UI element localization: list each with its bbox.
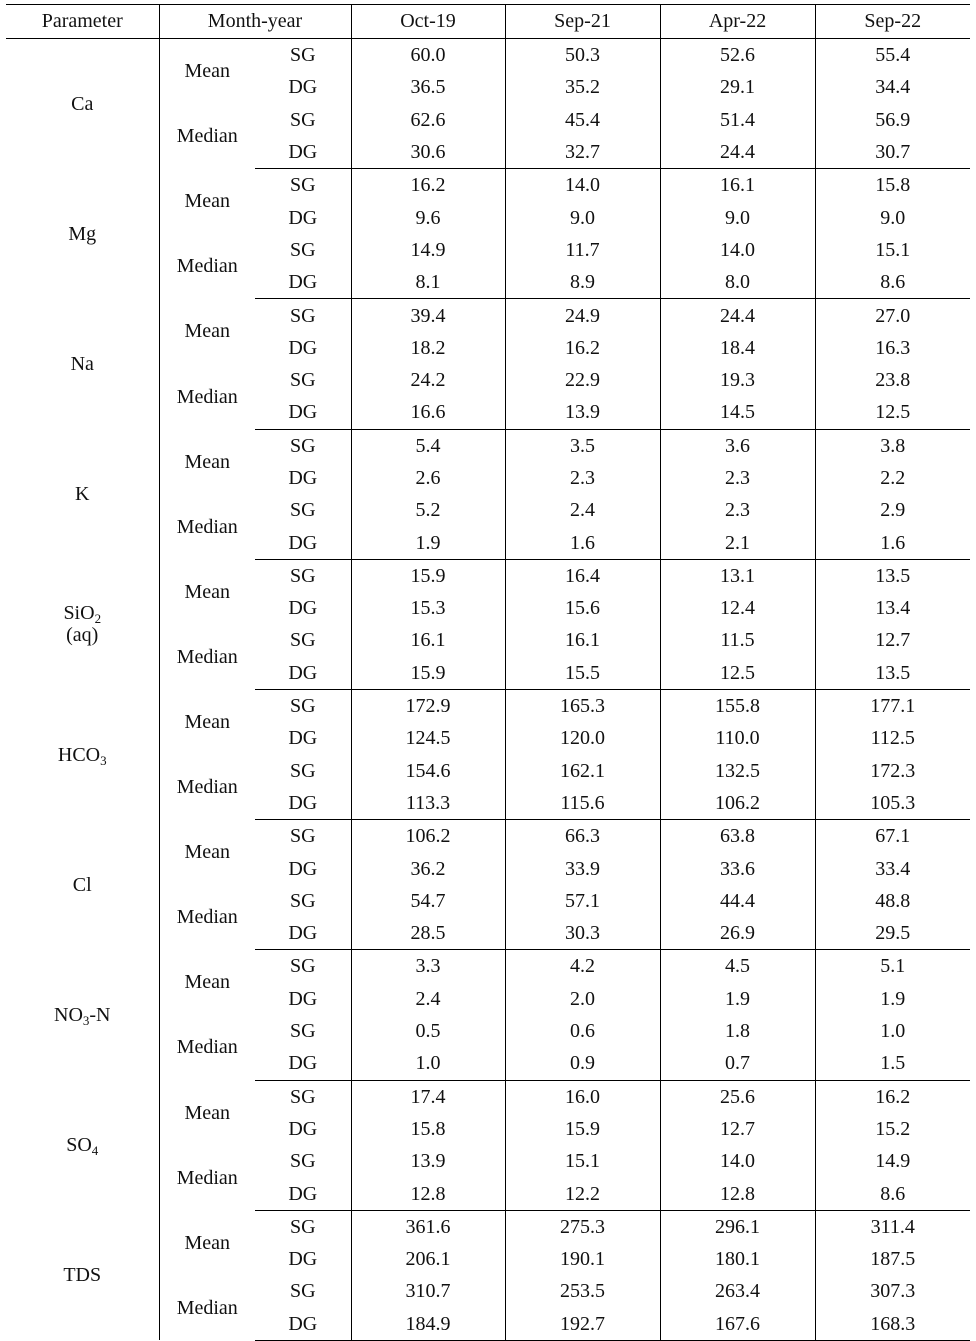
value-cell: 25.6 (660, 1080, 815, 1113)
value-cell: 15.1 (505, 1145, 660, 1177)
value-cell: 154.6 (351, 755, 505, 787)
value-cell: 1.5 (815, 1047, 970, 1080)
group-type-label: DG (255, 332, 351, 364)
value-cell: 9.6 (351, 201, 505, 233)
group-type-label: SG (255, 1275, 351, 1307)
parameter-subscript: 2 (94, 611, 102, 627)
parameter-cell (6, 39, 159, 169)
value-cell: 57.1 (505, 885, 660, 917)
group-type-label: DG (255, 71, 351, 103)
parameter-cell (6, 429, 159, 559)
statistic-label: Mean (184, 1231, 231, 1254)
value-cell: 1.9 (880, 987, 906, 1010)
value-cell: 29.1 (660, 71, 815, 103)
value-cell: 14.0 (505, 169, 660, 202)
value-cell: 14.9 (351, 234, 505, 266)
statistic-label: Median (176, 645, 238, 668)
parameter-name: Cl (72, 873, 92, 896)
value-cell: 113.3 (351, 787, 505, 820)
value-cell: 192.7 (505, 1308, 660, 1341)
value-cell: 27.0 (875, 304, 911, 327)
value-cell: 12.8 (660, 1177, 815, 1210)
value-cell: 3.8 (880, 434, 906, 457)
group-type-label: SG (255, 624, 351, 656)
group-type-label: SG (255, 1145, 351, 1177)
value-cell: 18.2 (351, 332, 505, 364)
statistic-label: Median (176, 1296, 238, 1319)
group-type-label: DG (255, 917, 351, 950)
group-type-label: DG (255, 1308, 351, 1341)
value-cell: 155.8 (660, 689, 815, 722)
parameter-name: Na (70, 352, 94, 375)
value-cell: 33.6 (660, 852, 815, 884)
value-cell: 1.0 (880, 1020, 906, 1043)
value-cell: 50.3 (505, 39, 660, 72)
group-type-label: DG (255, 1047, 351, 1080)
value-cell: 33.4 (875, 857, 911, 880)
parameter-name: SiO (63, 602, 95, 625)
parameter-subscript: 3 (82, 1012, 90, 1028)
value-cell: 187.5 (870, 1248, 916, 1271)
value-cell: 14.9 (875, 1150, 911, 1173)
value-cell: 15.9 (351, 559, 505, 592)
group-type-label: SG (255, 1015, 351, 1047)
value-cell: 28.5 (351, 917, 505, 950)
value-cell: 18.4 (660, 332, 815, 364)
value-cell: 60.0 (351, 39, 505, 72)
header-col-4: Sep-22 (815, 5, 970, 39)
group-type-label: DG (255, 526, 351, 559)
value-cell: 2.1 (660, 526, 815, 559)
value-cell: 14.0 (660, 1145, 815, 1177)
value-cell: 16.4 (505, 559, 660, 592)
group-type-label: SG (255, 299, 351, 332)
header-col-3: Apr-22 (660, 5, 815, 39)
value-cell: 13.1 (660, 559, 815, 592)
group-type-label: SG (255, 494, 351, 526)
value-cell: 310.7 (351, 1275, 505, 1307)
value-cell: 12.5 (660, 657, 815, 690)
value-cell: 2.3 (505, 462, 660, 494)
statistic-label: Median (176, 776, 238, 799)
value-cell: 16.1 (351, 624, 505, 656)
value-cell: 54.7 (351, 885, 505, 917)
statistic-label: Mean (184, 190, 231, 213)
statistic-label: Mean (184, 710, 231, 733)
group-type-label: DG (255, 592, 351, 624)
value-cell: 48.8 (875, 889, 911, 912)
value-cell: 1.6 (505, 526, 660, 559)
value-cell: 66.3 (505, 820, 660, 853)
value-cell: 3.6 (660, 429, 815, 462)
statistic-label: Mean (184, 841, 231, 864)
group-type-label: DG (255, 136, 351, 169)
parameter-cell (6, 299, 159, 429)
group-type-label: DG (255, 201, 351, 233)
value-cell: 167.6 (660, 1308, 815, 1341)
group-type-label: DG (255, 722, 351, 754)
value-cell: 9.0 (505, 201, 660, 233)
value-cell: 0.9 (505, 1047, 660, 1080)
group-type-label: SG (255, 559, 351, 592)
value-cell: 112.5 (870, 727, 915, 750)
value-cell: 115.6 (505, 787, 660, 820)
value-cell: 162.1 (505, 755, 660, 787)
value-cell: 14.0 (660, 234, 815, 266)
value-cell: 36.5 (351, 71, 505, 103)
header-parameter: Parameter (6, 5, 159, 39)
value-cell: 190.1 (505, 1243, 660, 1275)
statistic-label: Mean (184, 320, 231, 343)
value-cell: 307.3 (870, 1280, 916, 1303)
header-row (6, 5, 970, 39)
group-type-label: SG (255, 1080, 351, 1113)
parameter-qualifier: (aq) (66, 624, 99, 647)
value-cell: 2.3 (660, 462, 815, 494)
parameter-name: Ca (71, 92, 94, 115)
value-cell: 63.8 (660, 820, 815, 853)
value-cell: 35.2 (505, 71, 660, 103)
parameter-name: Mg (68, 222, 97, 245)
value-cell: 24.2 (351, 364, 505, 396)
value-cell: 1.9 (351, 526, 505, 559)
value-cell: 124.5 (351, 722, 505, 754)
value-cell: 13.9 (351, 1145, 505, 1177)
statistic-label: Median (176, 1036, 238, 1059)
table-body (6, 39, 970, 1341)
value-cell: 15.1 (875, 238, 911, 261)
value-cell: 55.4 (875, 44, 911, 67)
value-cell: 23.8 (875, 369, 911, 392)
value-cell: 32.7 (505, 136, 660, 169)
value-cell: 168.3 (815, 1308, 970, 1341)
group-type-label: DG (255, 1177, 351, 1210)
value-cell: 120.0 (505, 722, 660, 754)
value-cell: 30.6 (351, 136, 505, 169)
value-cell: 12.2 (505, 1177, 660, 1210)
value-cell: 0.7 (660, 1047, 815, 1080)
value-cell: 311.4 (870, 1215, 915, 1238)
value-cell: 9.0 (880, 206, 906, 229)
value-cell: 8.1 (351, 266, 505, 299)
value-cell: 16.1 (505, 624, 660, 656)
value-cell: 16.2 (505, 332, 660, 364)
parameter-cell (6, 689, 159, 819)
group-type-label: SG (255, 429, 351, 462)
value-cell: 24.9 (505, 299, 660, 332)
statistic-label: Mean (184, 60, 231, 83)
parameter-name: SO (66, 1134, 92, 1157)
parameter-name: K (75, 483, 90, 506)
table-row (6, 559, 970, 592)
value-cell: 2.9 (880, 499, 906, 522)
value-cell: 30.3 (505, 917, 660, 950)
table-row (6, 950, 970, 983)
group-type-label: SG (255, 755, 351, 787)
value-cell: 26.9 (660, 917, 815, 950)
value-cell: 2.2 (880, 467, 906, 489)
value-cell: 4.2 (505, 950, 660, 983)
value-cell: 1.0 (351, 1047, 505, 1080)
value-cell: 11.7 (505, 234, 660, 266)
statistic-label: Median (176, 385, 238, 408)
value-cell: 296.1 (660, 1210, 815, 1243)
value-cell: 12.8 (351, 1177, 505, 1210)
group-type-label: DG (255, 657, 351, 690)
value-cell: 16.6 (351, 396, 505, 429)
header-col-2: Sep-21 (505, 5, 660, 39)
group-type-label: SG (255, 885, 351, 917)
table-row (6, 39, 970, 72)
group-type-label: SG (255, 689, 351, 722)
value-cell: 1.8 (660, 1015, 815, 1047)
table-row (6, 429, 970, 462)
value-cell: 8.9 (505, 266, 660, 299)
parameter-cell (6, 559, 159, 689)
value-cell: 5.1 (880, 955, 906, 978)
value-cell: 110.0 (660, 722, 815, 754)
group-type-label: SG (255, 1210, 351, 1243)
value-cell: 39.4 (351, 299, 505, 332)
value-cell: 12.7 (875, 629, 911, 652)
value-cell: 15.8 (351, 1113, 505, 1145)
group-type-label: SG (255, 950, 351, 983)
value-cell: 24.4 (660, 136, 815, 169)
value-cell: 105.3 (815, 787, 970, 820)
group-type-label: SG (255, 820, 351, 853)
table-row (6, 1080, 970, 1113)
group-type-label: DG (255, 266, 351, 299)
value-cell: 19.3 (660, 364, 815, 396)
value-cell: 34.4 (875, 76, 911, 99)
group-type-label: SG (255, 169, 351, 202)
value-cell: 15.6 (505, 592, 660, 624)
value-cell: 11.5 (660, 624, 815, 656)
value-cell: 106.2 (351, 820, 505, 853)
value-cell: 206.1 (351, 1243, 505, 1275)
value-cell: 1.9 (660, 983, 815, 1015)
parameter-cell (6, 950, 159, 1080)
value-cell: 184.9 (351, 1308, 505, 1341)
value-cell: 275.3 (505, 1210, 660, 1243)
parameter-cell (6, 820, 159, 950)
value-cell: 36.2 (351, 852, 505, 884)
value-cell: 0.5 (351, 1015, 505, 1047)
group-type-label: DG (255, 396, 351, 429)
value-cell: 361.6 (351, 1210, 505, 1243)
statistic-label: Mean (184, 580, 231, 603)
value-cell: 16.1 (660, 169, 815, 202)
value-cell: 52.6 (660, 39, 815, 72)
value-cell: 16.3 (875, 336, 911, 359)
value-cell: 62.6 (351, 104, 505, 136)
group-type-label: SG (255, 39, 351, 72)
value-cell: 5.2 (351, 494, 505, 526)
parameter-cell (6, 169, 159, 299)
value-cell: 8.6 (815, 1177, 970, 1210)
parameter-subscript: 3 (100, 752, 107, 768)
table-row (6, 820, 970, 853)
group-type-label: DG (255, 983, 351, 1015)
value-cell: 172.3 (870, 759, 916, 782)
value-cell: 16.2 (875, 1085, 911, 1108)
value-cell: 33.9 (505, 852, 660, 884)
table-row (6, 299, 970, 332)
table-row (6, 689, 970, 722)
value-cell: 13.4 (875, 597, 911, 620)
parameter-name: HCO (57, 743, 101, 766)
value-cell: 17.4 (351, 1080, 505, 1113)
group-type-label: SG (255, 104, 351, 136)
parameter-name: NO (54, 1003, 83, 1026)
value-cell: 12.7 (660, 1113, 815, 1145)
value-cell: 51.4 (660, 104, 815, 136)
value-cell: 9.0 (660, 201, 815, 233)
value-cell: 14.5 (660, 396, 815, 429)
group-type-label: SG (255, 234, 351, 266)
value-cell: 253.5 (505, 1275, 660, 1307)
table-row (6, 1210, 970, 1243)
statistic-label: Mean (184, 1101, 231, 1124)
group-type-label: SG (255, 364, 351, 396)
groundwater-chemistry-table (6, 4, 970, 1341)
group-type-label: DG (255, 462, 351, 494)
value-cell: 16.2 (351, 169, 505, 202)
value-cell: 29.5 (815, 917, 970, 950)
value-cell: 8.0 (660, 266, 815, 299)
value-cell: 15.9 (351, 657, 505, 690)
value-cell: 3.5 (505, 429, 660, 462)
value-cell: 44.4 (660, 885, 815, 917)
group-type-label: DG (255, 1113, 351, 1145)
statistic-label: Median (176, 515, 238, 538)
value-cell: 165.3 (505, 689, 660, 722)
parameter-cell (6, 1080, 159, 1210)
value-cell: 0.6 (505, 1015, 660, 1047)
statistic-label: Mean (184, 450, 231, 473)
group-type-label: DG (255, 852, 351, 884)
value-cell: 2.0 (505, 983, 660, 1015)
value-cell: 15.2 (875, 1117, 911, 1140)
value-cell: 5.4 (351, 429, 505, 462)
value-cell: 16.0 (505, 1080, 660, 1113)
value-cell: 15.3 (351, 592, 505, 624)
value-cell: 132.5 (660, 755, 815, 787)
header-month-year: Month-year (159, 5, 351, 39)
parameter-subscript: 4 (91, 1143, 99, 1159)
value-cell: 1.6 (815, 526, 970, 559)
value-cell: 67.1 (875, 825, 911, 848)
value-cell: 12.5 (815, 396, 970, 429)
statistic-label: Median (176, 125, 238, 148)
value-cell: 106.2 (660, 787, 815, 820)
value-cell: 2.4 (351, 983, 505, 1015)
value-cell: 30.7 (815, 136, 970, 169)
statistic-label: Median (176, 1166, 238, 1189)
value-cell: 13.9 (505, 396, 660, 429)
value-cell: 2.4 (505, 494, 660, 526)
value-cell: 24.4 (660, 299, 815, 332)
value-cell: 15.9 (505, 1113, 660, 1145)
statistic-label: Mean (184, 971, 231, 994)
value-cell: 12.4 (660, 592, 815, 624)
value-cell: 15.8 (875, 174, 911, 197)
statistic-label: Median (176, 906, 238, 929)
value-cell: 2.3 (660, 494, 815, 526)
group-type-label: DG (255, 1243, 351, 1275)
value-cell: 3.3 (351, 950, 505, 983)
value-cell: 263.4 (660, 1275, 815, 1307)
value-cell: 8.6 (815, 266, 970, 299)
value-cell: 2.6 (351, 462, 505, 494)
value-cell: 177.1 (870, 695, 916, 718)
value-cell: 13.5 (815, 657, 970, 690)
header-col-1: Oct-19 (351, 5, 505, 39)
value-cell: 15.5 (505, 657, 660, 690)
value-cell: 13.5 (875, 564, 911, 587)
value-cell: 22.9 (505, 364, 660, 396)
table-row (6, 169, 970, 202)
parameter-suffix: -N (89, 1003, 111, 1026)
group-type-label: DG (255, 787, 351, 820)
parameter-cell (6, 1210, 159, 1340)
value-cell: 45.4 (505, 104, 660, 136)
statistic-label: Median (176, 255, 238, 278)
parameter-name: TDS (63, 1264, 102, 1287)
value-cell: 56.9 (875, 108, 911, 131)
value-cell: 4.5 (660, 950, 815, 983)
value-cell: 180.1 (660, 1243, 815, 1275)
value-cell: 172.9 (351, 689, 505, 722)
